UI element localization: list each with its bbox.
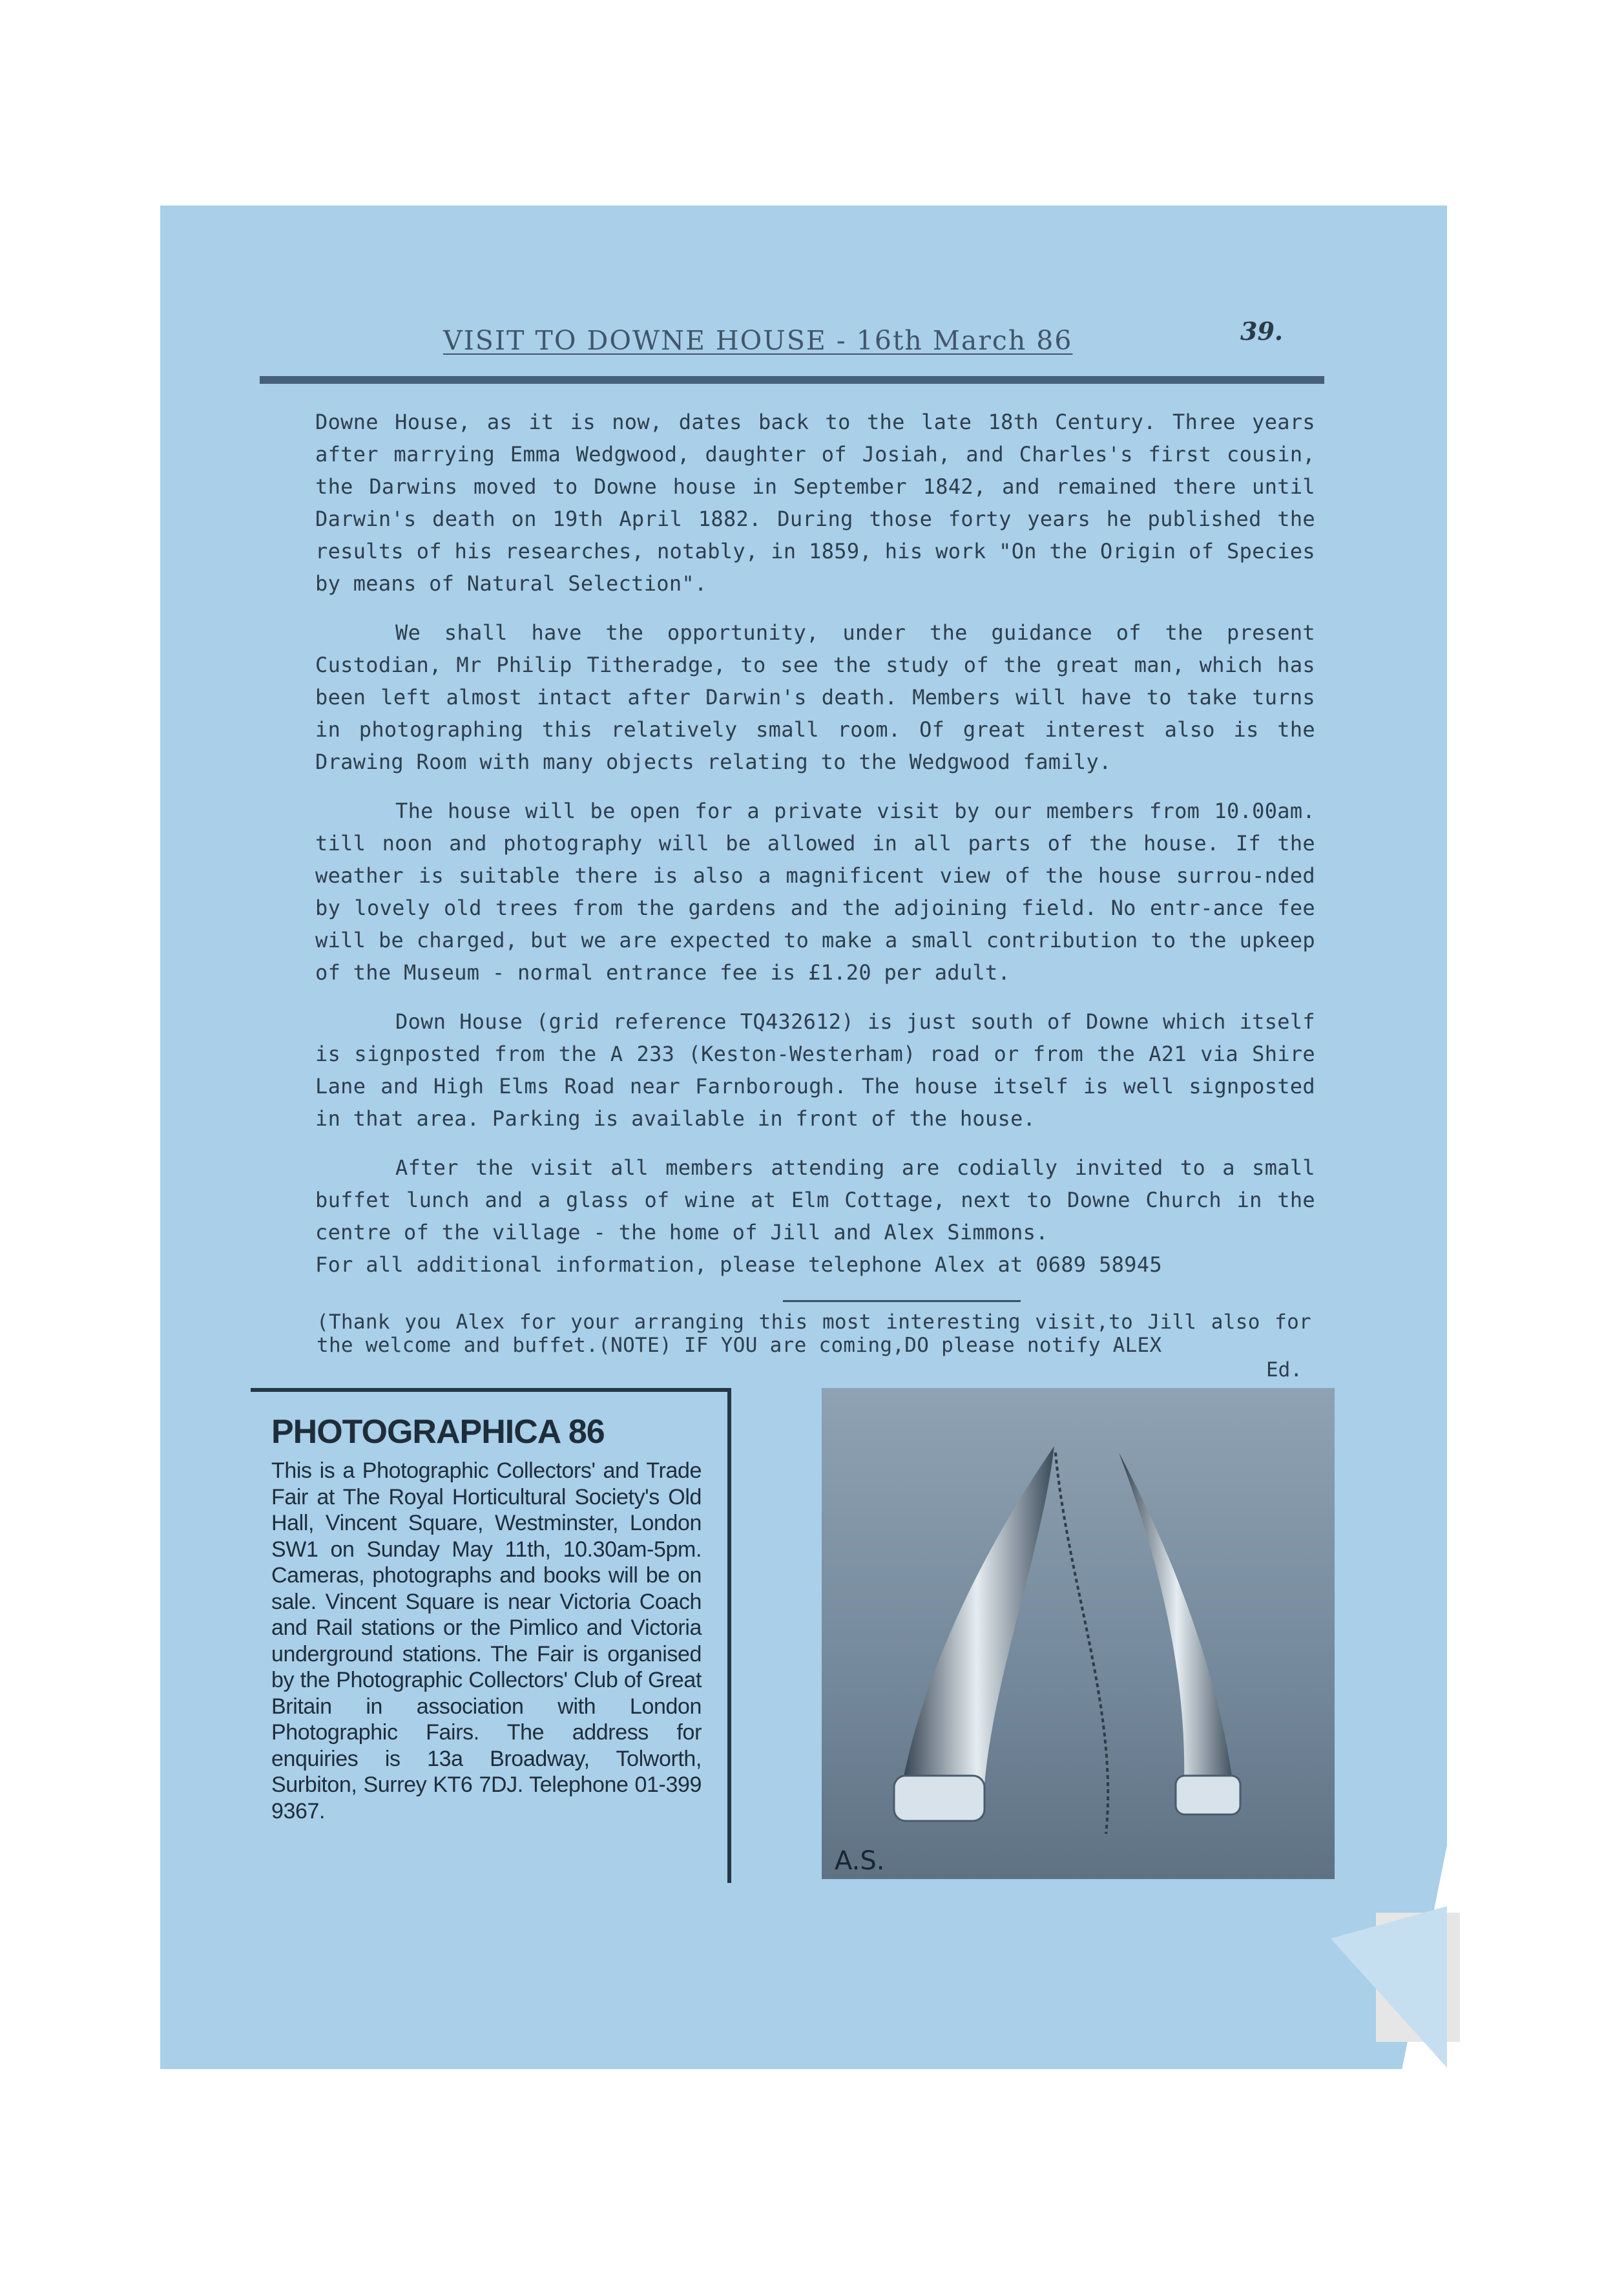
photographica-heading: PHOTOGRAPHICA 86 xyxy=(271,1413,605,1451)
paragraph-1: Downe House, as it is now, dates back to the late 18th Century. Three years after marrying Emma Wedgwood, daughter of Josiah, and Charles's first cousin, the Darwins moved to Downe house in September 1842, and remained there until Darwin's death on 19th April 1882. During those forty years he published the results of his researches, notably, in 1859, his work "On the Origin of Species by means of Natural Selection". xyxy=(315,410,1315,596)
thanks-note: (Thank you Alex for your arranging this most interesting visit,to Jill also for the welcome and buffet.(NOTE) IF YOU are coming,DO please notify ALEX xyxy=(317,1310,1311,1357)
paragraph-5: After the visit all members attending are codially invited to a small buffet lunch and a glass of wine at Elm Cottage, next to Downe Church in the centre of the village - the home of Jill and Alex Simmons. xyxy=(315,1155,1315,1245)
left-horn-cap xyxy=(894,1776,984,1821)
header-rule xyxy=(260,376,1324,384)
paragraph-3: The house will be open for a private visit by our members from 10.00am. till noon and photography will be allowed in all parts of the house. If the weather is suitable there is also a magnificent view of the house surrou-nded by lovely old trees from the gardens and the adjoining field. No entr-ance fee will be charged, but we are expected to make a small contribution to the upkeep of the Museum - normal entrance fee is £1.20 per adult. xyxy=(315,799,1315,985)
horns-photograph xyxy=(822,1388,1335,1879)
photo-caption: A.S. xyxy=(835,1846,885,1876)
article-body xyxy=(315,406,1315,1281)
right-horn-cap xyxy=(1176,1776,1240,1814)
paragraph-4: Down House (grid reference TQ432612) is just south of Downe which itself is signposted from the A 233 (Keston-Westerham) road or from the A21 via Shire Lane and High Elms Road near Farnborough. The house itself is well signposted in that area. Parking is available in front of the house. xyxy=(315,1009,1315,1131)
contact-line: For all additional information, please telephone Alex at 0689 58945 xyxy=(315,1252,1162,1277)
page-title: VISIT TO DOWNE HOUSE - 16th March 86 xyxy=(443,325,1073,356)
horns-illustration xyxy=(822,1388,1335,1879)
separator-line xyxy=(783,1300,1021,1302)
paragraph-2: We shall have the opportunity, under the guidance of the present Custodian, Mr Philip Titheradge, to see the study of the great man, which has been left almost intact after Darwin's death. Members will have to take turns in photographing this relatively small room. Of great interest also is the Drawing Room with many objects relating to the Wedgwood family. xyxy=(315,620,1315,774)
page-number: 39. xyxy=(1240,317,1284,346)
editor-signature: Ed. xyxy=(1266,1358,1302,1382)
photographica-body: This is a Photographic Collectors' and Trade Fair at The Royal Horticultural Society's Old Hall, Vincent Square, Westminster, London SW1 on Sunday May 11th, 10.30am-5pm. Cameras, photographs and books will be on sale. Vincent Square is near Victoria Coach and Rail stations or the Pimlico and Victoria underground stations. The Fair is organised by the Photographic Collectors' Club of Great Britain in association with London Photographic Fairs. The address for enquiries is 13a Broadway, Tolworth, Surbiton, Surrey KT6 7DJ. Telephone 01-399 9367. xyxy=(271,1458,702,1824)
